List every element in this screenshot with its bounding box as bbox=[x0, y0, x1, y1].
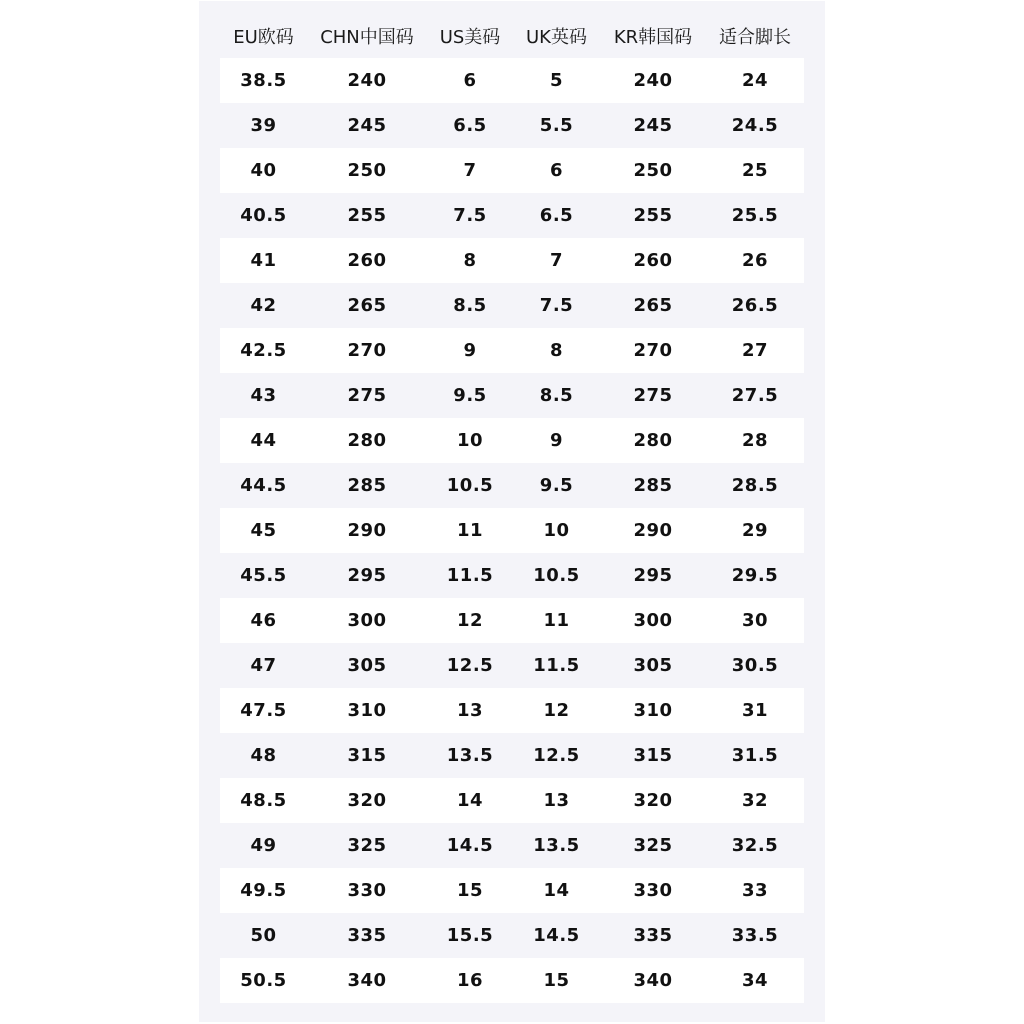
header-uk: UK英码 bbox=[526, 26, 587, 48]
cell-eu: 38.5 bbox=[240, 70, 287, 91]
cell-eu: 45 bbox=[250, 520, 277, 541]
cell-eu: 47.5 bbox=[240, 700, 287, 721]
cell-kr: 285 bbox=[633, 475, 673, 496]
cell-uk: 5.5 bbox=[539, 115, 574, 136]
cell-foot-length: 26.5 bbox=[731, 295, 779, 316]
cell-us: 15 bbox=[456, 880, 484, 901]
cell-chn: 265 bbox=[347, 295, 387, 316]
cell-eu: 50 bbox=[250, 925, 277, 946]
size-chart-panel bbox=[199, 1, 825, 1022]
cell-us: 10 bbox=[456, 430, 484, 451]
cell-foot-length: 32.5 bbox=[731, 835, 779, 856]
cell-us: 14 bbox=[456, 790, 484, 811]
table-row bbox=[220, 553, 804, 598]
table-row bbox=[220, 283, 804, 328]
cell-kr: 330 bbox=[633, 880, 673, 901]
cell-eu: 40 bbox=[250, 160, 277, 181]
table-header-row bbox=[220, 13, 804, 58]
cell-kr: 320 bbox=[633, 790, 673, 811]
cell-us: 9.5 bbox=[453, 385, 487, 406]
cell-foot-length: 30.5 bbox=[731, 655, 779, 676]
cell-uk: 13.5 bbox=[533, 835, 580, 856]
cell-kr: 260 bbox=[633, 250, 673, 271]
cell-kr: 275 bbox=[633, 385, 673, 406]
cell-foot-length: 25 bbox=[741, 160, 769, 181]
cell-eu: 40.5 bbox=[240, 205, 287, 226]
cell-us: 12.5 bbox=[446, 655, 494, 676]
cell-uk: 5 bbox=[549, 70, 564, 91]
cell-chn: 250 bbox=[347, 160, 387, 181]
cell-chn: 280 bbox=[347, 430, 387, 451]
table-row bbox=[220, 643, 804, 688]
cell-eu: 47 bbox=[250, 655, 277, 676]
cell-eu: 44 bbox=[250, 430, 277, 451]
cell-foot-length: 33 bbox=[741, 880, 769, 901]
cell-chn: 300 bbox=[347, 610, 387, 631]
cell-chn: 285 bbox=[347, 475, 387, 496]
cell-kr: 300 bbox=[633, 610, 673, 631]
cell-us: 9 bbox=[463, 340, 477, 361]
cell-uk: 10 bbox=[543, 520, 570, 541]
cell-chn: 245 bbox=[347, 115, 387, 136]
cell-us: 11 bbox=[456, 520, 484, 541]
cell-us: 15.5 bbox=[446, 925, 494, 946]
cell-foot-length: 29.5 bbox=[731, 565, 779, 586]
header-chn: CHN中国码 bbox=[320, 26, 414, 48]
table-row bbox=[220, 328, 804, 373]
table-row bbox=[220, 103, 804, 148]
table-row bbox=[220, 238, 804, 283]
table-row bbox=[220, 463, 804, 508]
cell-foot-length: 31.5 bbox=[731, 745, 779, 766]
cell-uk: 7 bbox=[549, 250, 564, 271]
table-row bbox=[220, 598, 804, 643]
cell-chn: 320 bbox=[347, 790, 387, 811]
table-row bbox=[220, 58, 804, 103]
cell-foot-length: 28.5 bbox=[731, 475, 779, 496]
cell-foot-length: 33.5 bbox=[731, 925, 779, 946]
cell-us: 13 bbox=[456, 700, 484, 721]
cell-foot-length: 32 bbox=[741, 790, 769, 811]
table-row bbox=[220, 823, 804, 868]
cell-chn: 340 bbox=[347, 970, 387, 991]
cell-uk: 15 bbox=[543, 970, 570, 991]
cell-foot-length: 31 bbox=[741, 700, 769, 721]
table-row bbox=[220, 868, 804, 913]
cell-chn: 260 bbox=[347, 250, 387, 271]
cell-eu: 48 bbox=[250, 745, 277, 766]
header-kr: KR韩国码 bbox=[613, 26, 693, 48]
cell-chn: 275 bbox=[347, 385, 387, 406]
cell-kr: 340 bbox=[633, 970, 673, 991]
cell-uk: 13 bbox=[543, 790, 570, 811]
cell-us: 14.5 bbox=[446, 835, 494, 856]
table-row bbox=[220, 148, 804, 193]
cell-foot-length: 24 bbox=[741, 70, 769, 91]
table-row bbox=[220, 688, 804, 733]
cell-kr: 310 bbox=[633, 700, 673, 721]
cell-uk: 7.5 bbox=[539, 295, 574, 316]
cell-eu: 45.5 bbox=[240, 565, 287, 586]
cell-uk: 8 bbox=[549, 340, 564, 361]
cell-chn: 305 bbox=[347, 655, 387, 676]
cell-chn: 335 bbox=[347, 925, 387, 946]
cell-us: 7 bbox=[463, 160, 477, 181]
cell-uk: 6.5 bbox=[539, 205, 574, 226]
cell-eu: 42 bbox=[250, 295, 277, 316]
table-row bbox=[220, 733, 804, 778]
cell-kr: 335 bbox=[633, 925, 673, 946]
cell-us: 16 bbox=[456, 970, 484, 991]
cell-kr: 315 bbox=[633, 745, 673, 766]
cell-eu: 46 bbox=[250, 610, 277, 631]
cell-uk: 9.5 bbox=[539, 475, 574, 496]
table-row bbox=[220, 913, 804, 958]
cell-chn: 330 bbox=[347, 880, 387, 901]
cell-chn: 315 bbox=[347, 745, 387, 766]
table-row bbox=[220, 508, 804, 553]
header-us: US美码 bbox=[439, 26, 501, 48]
cell-uk: 8.5 bbox=[539, 385, 574, 406]
cell-us: 11.5 bbox=[446, 565, 494, 586]
cell-us: 6 bbox=[463, 70, 477, 91]
cell-eu: 39 bbox=[250, 115, 277, 136]
cell-us: 7.5 bbox=[453, 205, 487, 226]
cell-uk: 9 bbox=[549, 430, 564, 451]
cell-foot-length: 28 bbox=[741, 430, 769, 451]
cell-chn: 310 bbox=[347, 700, 387, 721]
cell-kr: 250 bbox=[633, 160, 673, 181]
cell-uk: 12 bbox=[543, 700, 570, 721]
cell-chn: 240 bbox=[347, 70, 387, 91]
cell-foot-length: 27 bbox=[741, 340, 769, 361]
cell-foot-length: 34 bbox=[741, 970, 769, 991]
table-row bbox=[220, 418, 804, 463]
table-body bbox=[220, 58, 804, 1003]
cell-kr: 240 bbox=[633, 70, 673, 91]
table-row bbox=[220, 958, 804, 1003]
cell-uk: 10.5 bbox=[533, 565, 580, 586]
table-row bbox=[220, 373, 804, 418]
cell-chn: 295 bbox=[347, 565, 387, 586]
cell-eu: 49.5 bbox=[240, 880, 287, 901]
cell-kr: 270 bbox=[633, 340, 673, 361]
cell-uk: 11.5 bbox=[533, 655, 580, 676]
size-conversion-table bbox=[220, 13, 804, 1003]
cell-foot-length: 29 bbox=[741, 520, 769, 541]
cell-us: 8.5 bbox=[453, 295, 487, 316]
cell-uk: 14 bbox=[543, 880, 570, 901]
cell-uk: 6 bbox=[549, 160, 564, 181]
table-row bbox=[220, 778, 804, 823]
cell-kr: 290 bbox=[633, 520, 673, 541]
cell-eu: 49 bbox=[250, 835, 277, 856]
table-row bbox=[220, 193, 804, 238]
header-foot-length: 适合脚长 bbox=[719, 26, 791, 48]
cell-us: 13.5 bbox=[446, 745, 494, 766]
cell-eu: 44.5 bbox=[240, 475, 287, 496]
cell-kr: 265 bbox=[633, 295, 673, 316]
cell-eu: 41 bbox=[250, 250, 277, 271]
cell-uk: 14.5 bbox=[533, 925, 580, 946]
cell-us: 8 bbox=[463, 250, 477, 271]
cell-kr: 295 bbox=[633, 565, 673, 586]
cell-eu: 42.5 bbox=[240, 340, 287, 361]
cell-kr: 280 bbox=[633, 430, 673, 451]
cell-chn: 325 bbox=[347, 835, 387, 856]
cell-foot-length: 30 bbox=[741, 610, 769, 631]
cell-foot-length: 24.5 bbox=[731, 115, 779, 136]
cell-kr: 325 bbox=[633, 835, 673, 856]
cell-kr: 245 bbox=[633, 115, 673, 136]
cell-uk: 12.5 bbox=[533, 745, 580, 766]
cell-eu: 48.5 bbox=[240, 790, 287, 811]
header-eu: EU欧码 bbox=[233, 26, 294, 48]
cell-foot-length: 26 bbox=[741, 250, 769, 271]
cell-us: 6.5 bbox=[453, 115, 487, 136]
cell-kr: 305 bbox=[633, 655, 673, 676]
cell-us: 10.5 bbox=[446, 475, 494, 496]
cell-chn: 255 bbox=[347, 205, 387, 226]
cell-us: 12 bbox=[456, 610, 484, 631]
cell-foot-length: 25.5 bbox=[731, 205, 779, 226]
cell-foot-length: 27.5 bbox=[731, 385, 779, 406]
cell-kr: 255 bbox=[633, 205, 673, 226]
cell-chn: 270 bbox=[347, 340, 387, 361]
cell-eu: 43 bbox=[250, 385, 277, 406]
cell-eu: 50.5 bbox=[240, 970, 287, 991]
cell-uk: 11 bbox=[543, 610, 570, 631]
cell-chn: 290 bbox=[347, 520, 387, 541]
